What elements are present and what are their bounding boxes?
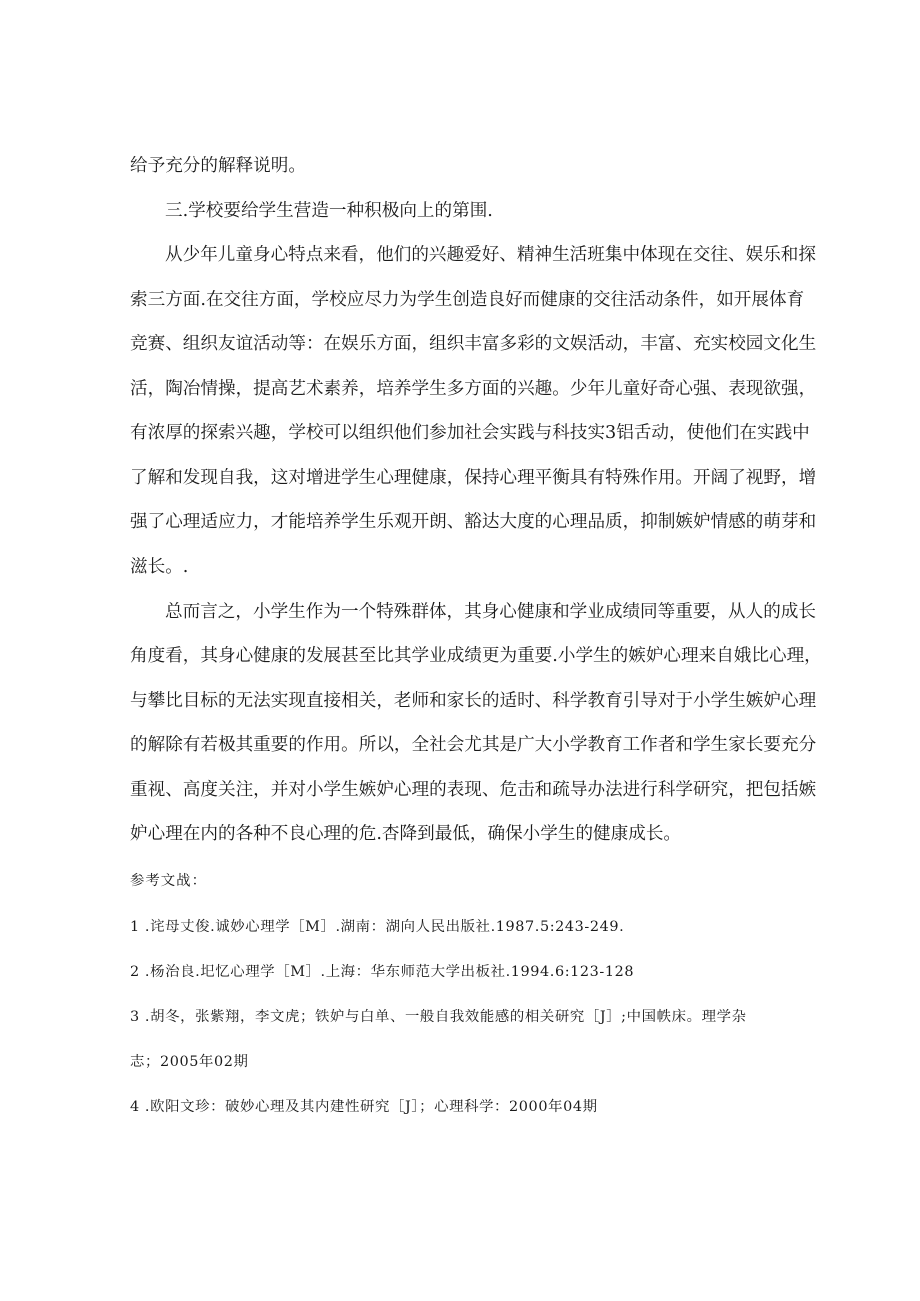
paragraph-3-line: 妒心理在内的各种不良心理的危.杏降到最低，确保小学生的健康成长。	[130, 824, 682, 844]
reference-item: 3 .胡冬，张紫翔，李文虎；铁妒与白单、一般自我效能感的相关研究［J］;中国帙床。理学杂	[130, 1009, 747, 1025]
paragraph-2-line: 有浓厚的探索兴趣，学校可以组织他们参加社会实践与科技实3铝舌动，使他们在实践中	[130, 423, 810, 443]
paragraph-2-line: 强了心理适应力，才能培养学生乐观开朗、豁达大度的心理品质，抑制嫉妒情感的萌芽和	[130, 512, 817, 532]
reference-item: 志；2005年02期	[130, 1054, 249, 1070]
reference-item: 4 .欧阳文珍：破妙心理及其内建性研究［J］；心理科学：2000年04期	[130, 1099, 598, 1115]
paragraph-2-line: 从少年儿童身心特点来看，他们的兴趣爱好、精神生活班集中体现在交往、娱乐和探	[165, 245, 816, 265]
paragraph-2-line: 索三方面.在交往方面，学校应尽力为学生创造良好而健康的交往活动条件，如开展体育	[130, 290, 805, 310]
section-heading: 三.学校要给学生营造一种积极向上的第围.	[165, 201, 493, 221]
paragraph-3-line: 总而言之，小学生作为一个特殊群体，其身心健康和学业成绩同等重要，从人的成长	[165, 602, 816, 622]
reference-item: 1 .诧母丈俊.诚妙心理学［M］.湖南：湖向人民出版社.1987.5:243-249.	[130, 919, 625, 935]
paragraph-1-line: 给予充分的解释说明。	[130, 156, 306, 176]
paragraph-3-line: 重视、高度关注，并对小学生嫉妒心理的表现、危击和疏导办法进行科学研究，把包括嫉	[130, 780, 817, 800]
paragraph-2-line: 了解和发现自我，这对增进学生心理健康，保持心理平衡具有特殊作用。开阔了视野，增	[130, 468, 817, 488]
paragraph-2-line: 活，陶冶情操，提高艺术素养，培养学生多方面的兴趣。少年儿童好奇心强、表现欲强，	[130, 379, 817, 399]
paragraph-3-line: 的解除有若极其重要的作用。所以，全社会尤其是广大小学教育工作者和学生家长要充分	[130, 735, 817, 755]
reference-item: 2 .杨治良.圯忆心理学［M］.上海：华东师范大学出板社.1994.6:123-128	[130, 964, 635, 980]
paragraph-2-line: 滋长。.	[130, 557, 189, 577]
paragraph-3-line: 与攀比目标的无法实现直接相关，老师和家长的适时、科学教育引导对于小学生嫉妒心理	[130, 691, 817, 711]
references-heading: 参考文战：	[130, 873, 207, 889]
paragraph-2-line: 竞赛、组织友谊活动等：在娱乐方面，组织丰富多彩的文娱活动，丰富、充实校园文化生	[130, 334, 817, 354]
paragraph-3-line: 角度看，其身心健康的发展甚至比其学业成绩更为重要.小学生的嫉妒心理来自娥比心理，	[130, 646, 822, 666]
